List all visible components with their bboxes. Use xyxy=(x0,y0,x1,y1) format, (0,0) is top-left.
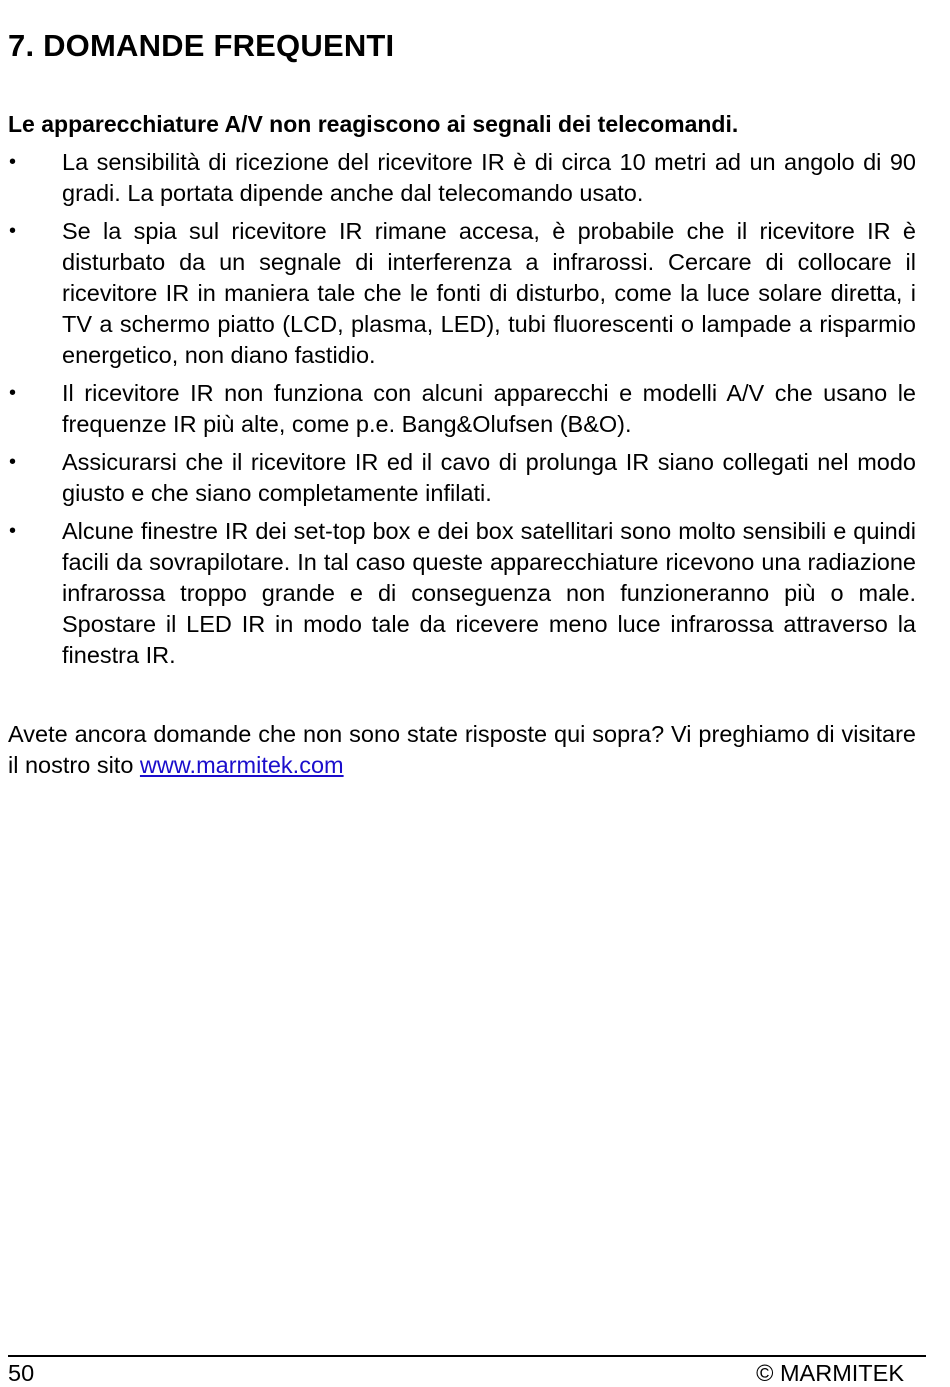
page-title: 7. DOMANDE FREQUENTI xyxy=(8,28,395,63)
list-item-text: Alcune finestre IR dei set-top box e dei box satellitari sono molto sensibili e quindi facili da sovrapilotare. In tal caso queste apparecchiature ricevono una radiazione infrarossa troppo grande e di conseguenza non funzioneranno più o male. Spostare il LED IR in modo tale da ricevere meno luce infrarossa attraverso la finestra IR. xyxy=(62,518,916,668)
bullet-icon: • xyxy=(9,382,17,404)
website-link[interactable]: www.marmitek.com xyxy=(139,752,344,778)
closing-text: Avete ancora domande che non sono state risposte qui sopra? Vi preghiamo di visitare il nostro sito xyxy=(8,721,916,778)
closing-paragraph xyxy=(8,719,916,781)
section-heading: Le apparecchiature A/V non reagiscono ai segnali dei telecomandi. xyxy=(8,111,739,137)
list-item xyxy=(0,378,916,440)
list-item xyxy=(0,216,916,371)
list-item-text: Assicurarsi che il ricevitore IR ed il cavo di prolunga IR siano collegati nel modo giusto e che siano completamente infilati. xyxy=(62,449,916,506)
bullet-icon: • xyxy=(9,451,17,473)
bullet-icon: • xyxy=(9,520,17,542)
bullet-icon: • xyxy=(9,151,17,173)
footer-copyright: © MARMITEK xyxy=(756,1360,904,1386)
list-item-text: Se la spia sul ricevitore IR rimane accesa, è probabile che il ricevitore IR è disturbato da un segnale di interferenza a infrarossi. Cercare di collocare il ricevitore IR in maniera tale che le fonti di disturbo, come la luce solare diretta, i TV a schermo piatto (LCD, plasma, LED), tubi fluorescenti o lampade a risparmio energetico, non diano fastidio. xyxy=(62,218,916,368)
list-item xyxy=(0,516,916,671)
page-number: 50 xyxy=(8,1360,35,1386)
list-item xyxy=(0,447,916,509)
list-item xyxy=(0,147,916,209)
footer-divider xyxy=(8,1355,926,1357)
faq-bullet-list xyxy=(0,147,916,678)
list-item-text: Il ricevitore IR non funziona con alcuni apparecchi e modelli A/V che usano le frequenze IR più alte, come p.e. Bang&Olufsen (B&O). xyxy=(62,380,916,437)
list-item-text: La sensibilità di ricezione del ricevitore IR è di circa 10 metri ad un angolo di 90 gradi. La portata dipende anche dal telecomando usato. xyxy=(62,149,916,206)
bullet-icon: • xyxy=(9,220,17,242)
